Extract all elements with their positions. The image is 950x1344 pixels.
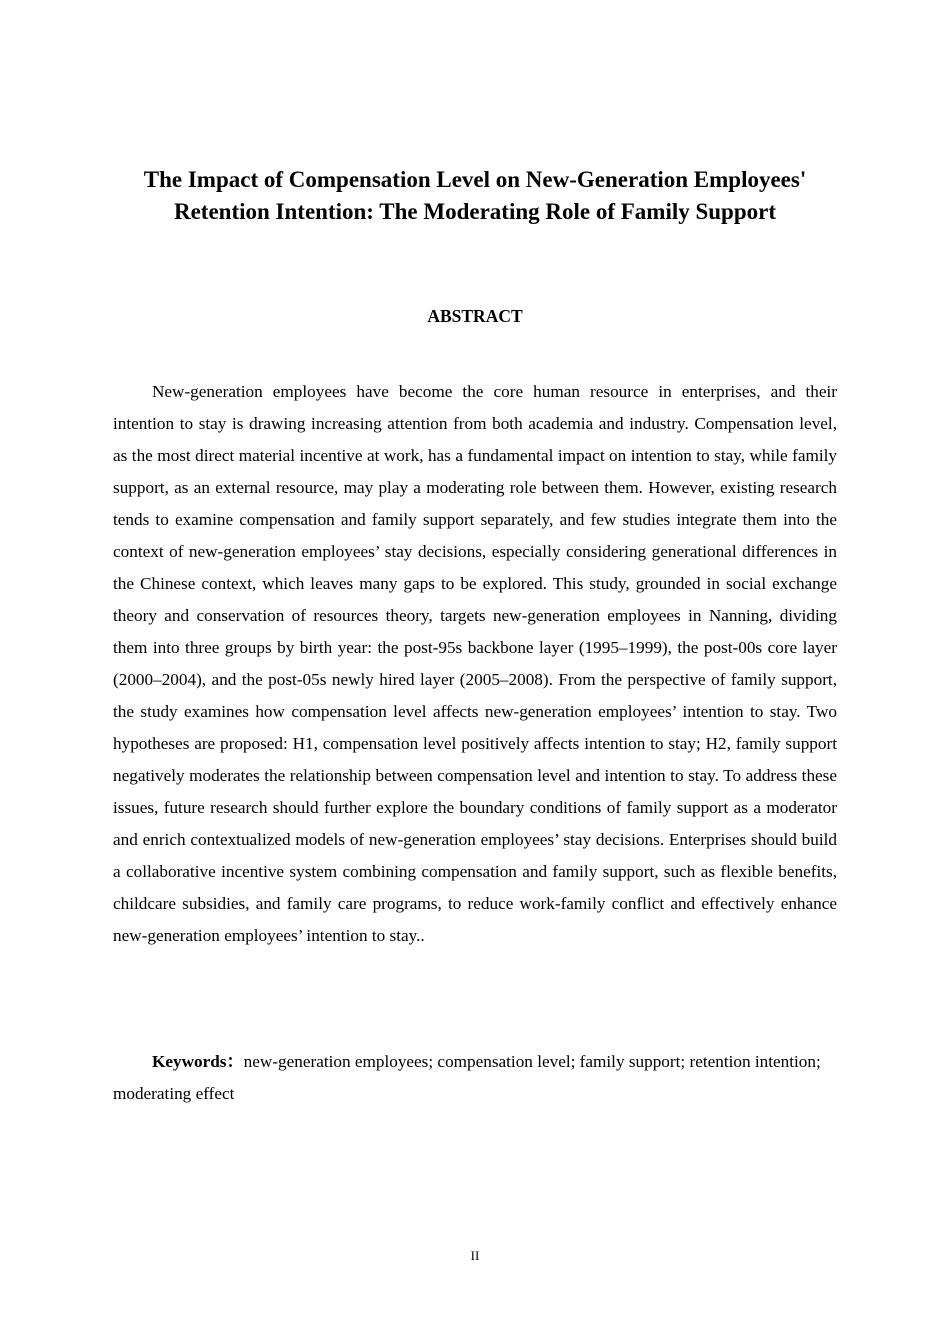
keywords-label: Keywords： (152, 1052, 244, 1071)
keywords-paragraph (113, 1046, 837, 1110)
paper-title: The Impact of Compensation Level on New-Generation Employees' Retention Intention: The Moderating Role of Family Support (143, 167, 807, 224)
page-number: II (470, 1248, 480, 1263)
abstract-heading: ABSTRACT (427, 306, 523, 326)
abstract-paragraph: New-generation employees have become the core human resource in enterprises, and their intention to stay is drawing increasing attention from both academia and industry. Compensation level, as the most direct material incentive at work, has a fundamental impact on intention to stay, while family support, as an external resource, may play a moderating role between them. However, existing research tends to examine compensation and family support separately, and few studies integrate them into the context of new-generation employees’ stay decisions, especially considering generational differences in the Chinese context, which leaves many gaps to be explored. This study, grounded in social exchange theory and conservation of resources theory, targets new-generation employees in Nanning, dividing them into three groups by birth year: the post-95s backbone layer (1995–1999), the post-00s core layer (2000–2004), and the post-05s newly hired layer (2005–2008). From the perspective of family support, the study examines how compensation level affects new-generation employees’ intention to stay. Two hypotheses are proposed: H1, compensation level positively affects intention to stay; H2, family support negatively moderates the relationship between compensation level and intention to stay. To address these issues, future research should further explore the boundary conditions of family support as a moderator and enrich contextualized models of new-generation employees’ stay decisions. Enterprises should build a collaborative incentive system combining compensation and family support, such as flexible benefits, childcare subsidies, and family care programs, to reduce work-family conflict and effectively enhance new-generation employees’ intention to stay.. (113, 382, 837, 945)
keywords-list: new-generation employees; compensation level; family support; retention intention; moderating effect (113, 1052, 821, 1103)
